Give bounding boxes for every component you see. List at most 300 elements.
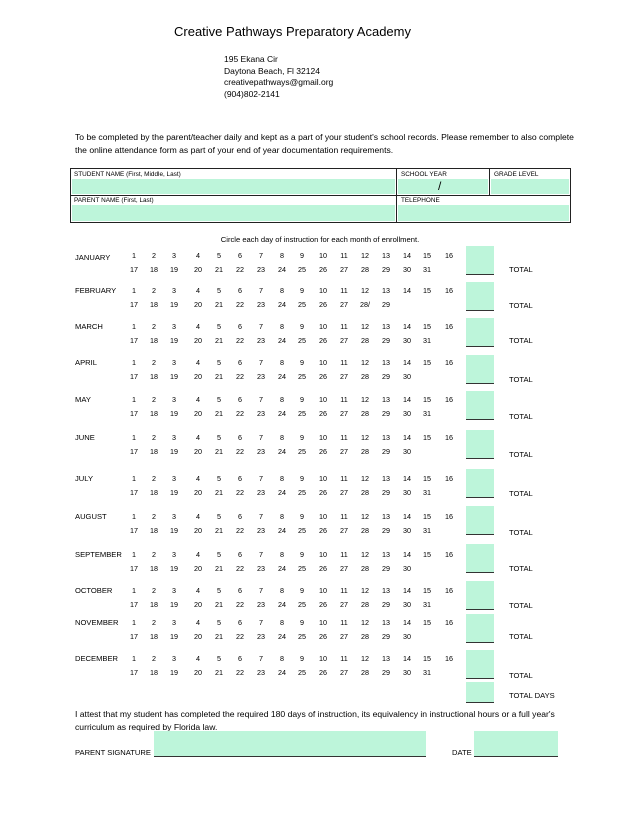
day-number[interactable]: 13 xyxy=(382,322,390,331)
day-number[interactable]: 14 xyxy=(403,358,411,367)
day-number[interactable]: 18 xyxy=(150,632,158,641)
day-number[interactable]: 6 xyxy=(238,433,242,442)
day-number[interactable]: 28 xyxy=(361,336,369,345)
day-number[interactable]: 3 xyxy=(172,251,176,260)
day-number[interactable]: 12 xyxy=(361,286,369,295)
day-number[interactable]: 30 xyxy=(403,526,411,535)
day-number[interactable]: 9 xyxy=(300,322,304,331)
day-number[interactable]: 27 xyxy=(340,632,348,641)
day-number[interactable]: 11 xyxy=(340,512,348,521)
day-number[interactable]: 21 xyxy=(215,372,223,381)
month-total-field[interactable] xyxy=(466,506,494,535)
day-number[interactable]: 25 xyxy=(298,668,306,677)
day-number[interactable]: 25 xyxy=(298,372,306,381)
day-number[interactable]: 20 xyxy=(194,265,202,274)
day-number[interactable]: 30 xyxy=(403,265,411,274)
day-number[interactable]: 8 xyxy=(280,395,284,404)
day-number[interactable]: 28 xyxy=(361,632,369,641)
day-number[interactable]: 26 xyxy=(319,668,327,677)
day-number[interactable]: 22 xyxy=(236,600,244,609)
day-number[interactable]: 22 xyxy=(236,526,244,535)
day-number[interactable]: 8 xyxy=(280,251,284,260)
day-number[interactable]: 16 xyxy=(445,586,453,595)
day-number[interactable]: 15 xyxy=(423,618,431,627)
day-number[interactable]: 28 xyxy=(361,447,369,456)
day-number[interactable]: 9 xyxy=(300,550,304,559)
day-number[interactable]: 20 xyxy=(194,300,202,309)
day-number[interactable]: 16 xyxy=(445,550,453,559)
day-number[interactable]: 27 xyxy=(340,265,348,274)
day-number[interactable]: 30 xyxy=(403,372,411,381)
day-number[interactable]: 30 xyxy=(403,632,411,641)
day-number[interactable]: 24 xyxy=(278,668,286,677)
day-number[interactable]: 29 xyxy=(382,265,390,274)
day-number[interactable]: 8 xyxy=(280,474,284,483)
day-number[interactable]: 11 xyxy=(340,251,348,260)
day-number[interactable]: 3 xyxy=(172,654,176,663)
day-number[interactable]: 4 xyxy=(196,512,200,521)
day-number[interactable]: 19 xyxy=(170,632,178,641)
day-number[interactable]: 16 xyxy=(445,286,453,295)
day-number[interactable]: 15 xyxy=(423,474,431,483)
day-number[interactable]: 3 xyxy=(172,358,176,367)
day-number[interactable]: 1 xyxy=(132,433,136,442)
day-number[interactable]: 18 xyxy=(150,336,158,345)
day-number[interactable]: 4 xyxy=(196,322,200,331)
day-number[interactable]: 20 xyxy=(194,632,202,641)
day-number[interactable]: 6 xyxy=(238,618,242,627)
day-number[interactable]: 28 xyxy=(361,372,369,381)
day-number[interactable]: 30 xyxy=(403,447,411,456)
day-number[interactable]: 1 xyxy=(132,474,136,483)
day-number[interactable]: 13 xyxy=(382,474,390,483)
day-number[interactable]: 15 xyxy=(423,433,431,442)
day-number[interactable]: 4 xyxy=(196,251,200,260)
day-number[interactable]: 26 xyxy=(319,372,327,381)
day-number[interactable]: 7 xyxy=(259,654,263,663)
day-number[interactable]: 13 xyxy=(382,512,390,521)
day-number[interactable]: 14 xyxy=(403,586,411,595)
day-number[interactable]: 2 xyxy=(152,550,156,559)
day-number[interactable]: 25 xyxy=(298,488,306,497)
day-number[interactable]: 18 xyxy=(150,300,158,309)
day-number[interactable]: 5 xyxy=(217,618,221,627)
day-number[interactable]: 29 xyxy=(382,409,390,418)
day-number[interactable]: 9 xyxy=(300,433,304,442)
day-number[interactable]: 31 xyxy=(423,600,431,609)
day-number[interactable]: 18 xyxy=(150,372,158,381)
day-number[interactable]: 3 xyxy=(172,550,176,559)
day-number[interactable]: 16 xyxy=(445,654,453,663)
month-total-field[interactable] xyxy=(466,391,494,420)
day-number[interactable]: 17 xyxy=(130,372,138,381)
day-number[interactable]: 14 xyxy=(403,251,411,260)
day-number[interactable]: 16 xyxy=(445,474,453,483)
day-number[interactable]: 25 xyxy=(298,300,306,309)
day-number[interactable]: 14 xyxy=(403,550,411,559)
day-number[interactable]: 19 xyxy=(170,372,178,381)
day-number[interactable]: 8 xyxy=(280,618,284,627)
day-number[interactable]: 9 xyxy=(300,286,304,295)
day-number[interactable]: 25 xyxy=(298,526,306,535)
day-number[interactable]: 3 xyxy=(172,618,176,627)
day-number[interactable]: 2 xyxy=(152,251,156,260)
day-number[interactable]: 9 xyxy=(300,474,304,483)
day-number[interactable]: 13 xyxy=(382,586,390,595)
day-number[interactable]: 23 xyxy=(257,526,265,535)
day-number[interactable]: 6 xyxy=(238,395,242,404)
day-number[interactable]: 29 xyxy=(382,488,390,497)
day-number[interactable]: 14 xyxy=(403,395,411,404)
day-number[interactable]: 12 xyxy=(361,512,369,521)
day-number[interactable]: 6 xyxy=(238,586,242,595)
day-number[interactable]: 28 xyxy=(361,526,369,535)
day-number[interactable]: 25 xyxy=(298,564,306,573)
day-number[interactable]: 25 xyxy=(298,447,306,456)
day-number[interactable]: 17 xyxy=(130,668,138,677)
day-number[interactable]: 30 xyxy=(403,564,411,573)
day-number[interactable]: 12 xyxy=(361,550,369,559)
day-number[interactable]: 28 xyxy=(361,265,369,274)
day-number[interactable]: 21 xyxy=(215,409,223,418)
day-number[interactable]: 30 xyxy=(403,488,411,497)
day-number[interactable]: 1 xyxy=(132,550,136,559)
day-number[interactable]: 9 xyxy=(300,512,304,521)
day-number[interactable]: 17 xyxy=(130,600,138,609)
day-number[interactable]: 11 xyxy=(340,286,348,295)
day-number[interactable]: 2 xyxy=(152,286,156,295)
day-number[interactable]: 11 xyxy=(340,618,348,627)
day-number[interactable]: 14 xyxy=(403,512,411,521)
day-number[interactable]: 11 xyxy=(340,550,348,559)
day-number[interactable]: 1 xyxy=(132,618,136,627)
month-total-field[interactable] xyxy=(466,430,494,459)
day-number[interactable]: 19 xyxy=(170,265,178,274)
day-number[interactable]: 26 xyxy=(319,265,327,274)
day-number[interactable]: 7 xyxy=(259,286,263,295)
day-number[interactable]: 26 xyxy=(319,526,327,535)
day-number[interactable]: 12 xyxy=(361,322,369,331)
day-number[interactable]: 15 xyxy=(423,251,431,260)
day-number[interactable]: 18 xyxy=(150,265,158,274)
day-number[interactable]: 24 xyxy=(278,600,286,609)
day-number[interactable]: 22 xyxy=(236,564,244,573)
day-number[interactable]: 6 xyxy=(238,550,242,559)
day-number[interactable]: 9 xyxy=(300,358,304,367)
day-number[interactable]: 21 xyxy=(215,668,223,677)
day-number[interactable]: 15 xyxy=(423,654,431,663)
day-number[interactable]: 11 xyxy=(340,358,348,367)
day-number[interactable]: 3 xyxy=(172,322,176,331)
day-number[interactable]: 23 xyxy=(257,447,265,456)
day-number[interactable]: 7 xyxy=(259,512,263,521)
day-number[interactable]: 17 xyxy=(130,488,138,497)
day-number[interactable]: 1 xyxy=(132,286,136,295)
month-total-field[interactable] xyxy=(466,614,494,643)
day-number[interactable]: 3 xyxy=(172,512,176,521)
day-number[interactable]: 4 xyxy=(196,474,200,483)
day-number[interactable]: 28 xyxy=(361,668,369,677)
day-number[interactable]: 12 xyxy=(361,474,369,483)
day-number[interactable]: 10 xyxy=(319,286,327,295)
day-number[interactable]: 23 xyxy=(257,336,265,345)
day-number[interactable]: 20 xyxy=(194,447,202,456)
day-number[interactable]: 19 xyxy=(170,447,178,456)
day-number[interactable]: 3 xyxy=(172,286,176,295)
day-number[interactable]: 18 xyxy=(150,526,158,535)
day-number[interactable]: 6 xyxy=(238,286,242,295)
day-number[interactable]: 5 xyxy=(217,654,221,663)
day-number[interactable]: 26 xyxy=(319,447,327,456)
day-number[interactable]: 3 xyxy=(172,395,176,404)
day-number[interactable]: 13 xyxy=(382,395,390,404)
day-number[interactable]: 27 xyxy=(340,668,348,677)
day-number[interactable]: 21 xyxy=(215,300,223,309)
day-number[interactable]: 23 xyxy=(257,668,265,677)
day-number[interactable]: 31 xyxy=(423,668,431,677)
day-number[interactable]: 15 xyxy=(423,358,431,367)
day-number[interactable]: 1 xyxy=(132,251,136,260)
day-number[interactable]: 28/ xyxy=(360,300,370,309)
day-number[interactable]: 13 xyxy=(382,654,390,663)
day-number[interactable]: 16 xyxy=(445,322,453,331)
day-number[interactable]: 22 xyxy=(236,372,244,381)
day-number[interactable]: 23 xyxy=(257,488,265,497)
day-number[interactable]: 27 xyxy=(340,372,348,381)
day-number[interactable]: 27 xyxy=(340,564,348,573)
day-number[interactable]: 11 xyxy=(340,395,348,404)
total-days-field[interactable] xyxy=(466,682,494,703)
day-number[interactable]: 27 xyxy=(340,526,348,535)
day-number[interactable]: 22 xyxy=(236,409,244,418)
day-number[interactable]: 29 xyxy=(382,447,390,456)
day-number[interactable]: 18 xyxy=(150,447,158,456)
day-number[interactable]: 19 xyxy=(170,336,178,345)
day-number[interactable]: 22 xyxy=(236,336,244,345)
day-number[interactable]: 13 xyxy=(382,550,390,559)
day-number[interactable]: 4 xyxy=(196,654,200,663)
day-number[interactable]: 17 xyxy=(130,300,138,309)
day-number[interactable]: 12 xyxy=(361,433,369,442)
day-number[interactable]: 16 xyxy=(445,433,453,442)
day-number[interactable]: 7 xyxy=(259,395,263,404)
day-number[interactable]: 20 xyxy=(194,668,202,677)
day-number[interactable]: 6 xyxy=(238,322,242,331)
day-number[interactable]: 10 xyxy=(319,586,327,595)
month-total-field[interactable] xyxy=(466,355,494,384)
day-number[interactable]: 27 xyxy=(340,488,348,497)
day-number[interactable]: 5 xyxy=(217,251,221,260)
day-number[interactable]: 8 xyxy=(280,322,284,331)
day-number[interactable]: 14 xyxy=(403,474,411,483)
day-number[interactable]: 20 xyxy=(194,600,202,609)
day-number[interactable]: 28 xyxy=(361,564,369,573)
day-number[interactable]: 5 xyxy=(217,322,221,331)
day-number[interactable]: 22 xyxy=(236,488,244,497)
day-number[interactable]: 26 xyxy=(319,488,327,497)
grade-level-field[interactable] xyxy=(491,179,569,194)
day-number[interactable]: 22 xyxy=(236,668,244,677)
day-number[interactable]: 12 xyxy=(361,654,369,663)
day-number[interactable]: 27 xyxy=(340,409,348,418)
day-number[interactable]: 17 xyxy=(130,409,138,418)
day-number[interactable]: 4 xyxy=(196,618,200,627)
day-number[interactable]: 2 xyxy=(152,358,156,367)
day-number[interactable]: 19 xyxy=(170,526,178,535)
day-number[interactable]: 26 xyxy=(319,409,327,418)
day-number[interactable]: 26 xyxy=(319,600,327,609)
day-number[interactable]: 27 xyxy=(340,300,348,309)
day-number[interactable]: 7 xyxy=(259,618,263,627)
day-number[interactable]: 4 xyxy=(196,358,200,367)
day-number[interactable]: 24 xyxy=(278,526,286,535)
day-number[interactable]: 23 xyxy=(257,632,265,641)
month-total-field[interactable] xyxy=(466,282,494,311)
day-number[interactable]: 2 xyxy=(152,433,156,442)
day-number[interactable]: 19 xyxy=(170,668,178,677)
day-number[interactable]: 8 xyxy=(280,550,284,559)
day-number[interactable]: 25 xyxy=(298,632,306,641)
day-number[interactable]: 31 xyxy=(423,265,431,274)
day-number[interactable]: 6 xyxy=(238,474,242,483)
telephone-field[interactable] xyxy=(398,205,569,221)
day-number[interactable]: 24 xyxy=(278,488,286,497)
day-number[interactable]: 30 xyxy=(403,409,411,418)
parent-name-field[interactable] xyxy=(72,205,395,221)
day-number[interactable]: 17 xyxy=(130,265,138,274)
day-number[interactable]: 22 xyxy=(236,265,244,274)
day-number[interactable]: 10 xyxy=(319,395,327,404)
day-number[interactable]: 15 xyxy=(423,286,431,295)
day-number[interactable]: 7 xyxy=(259,322,263,331)
day-number[interactable]: 8 xyxy=(280,358,284,367)
month-total-field[interactable] xyxy=(466,544,494,573)
day-number[interactable]: 10 xyxy=(319,433,327,442)
day-number[interactable]: 14 xyxy=(403,654,411,663)
day-number[interactable]: 9 xyxy=(300,251,304,260)
day-number[interactable]: 5 xyxy=(217,286,221,295)
day-number[interactable]: 10 xyxy=(319,358,327,367)
day-number[interactable]: 28 xyxy=(361,488,369,497)
date-field[interactable] xyxy=(474,731,558,757)
day-number[interactable]: 19 xyxy=(170,409,178,418)
day-number[interactable]: 4 xyxy=(196,433,200,442)
parent-signature-field[interactable] xyxy=(154,731,426,757)
day-number[interactable]: 7 xyxy=(259,586,263,595)
day-number[interactable]: 9 xyxy=(300,654,304,663)
day-number[interactable]: 27 xyxy=(340,336,348,345)
day-number[interactable]: 18 xyxy=(150,564,158,573)
day-number[interactable]: 29 xyxy=(382,372,390,381)
day-number[interactable]: 29 xyxy=(382,564,390,573)
day-number[interactable]: 8 xyxy=(280,433,284,442)
day-number[interactable]: 4 xyxy=(196,395,200,404)
day-number[interactable]: 29 xyxy=(382,526,390,535)
day-number[interactable]: 10 xyxy=(319,322,327,331)
day-number[interactable]: 7 xyxy=(259,358,263,367)
day-number[interactable]: 13 xyxy=(382,286,390,295)
day-number[interactable]: 25 xyxy=(298,265,306,274)
day-number[interactable]: 20 xyxy=(194,372,202,381)
day-number[interactable]: 15 xyxy=(423,512,431,521)
day-number[interactable]: 5 xyxy=(217,474,221,483)
day-number[interactable]: 16 xyxy=(445,395,453,404)
day-number[interactable]: 22 xyxy=(236,447,244,456)
day-number[interactable]: 24 xyxy=(278,265,286,274)
day-number[interactable]: 26 xyxy=(319,632,327,641)
day-number[interactable]: 13 xyxy=(382,358,390,367)
day-number[interactable]: 21 xyxy=(215,600,223,609)
day-number[interactable]: 7 xyxy=(259,550,263,559)
day-number[interactable]: 8 xyxy=(280,654,284,663)
day-number[interactable]: 30 xyxy=(403,336,411,345)
day-number[interactable]: 24 xyxy=(278,632,286,641)
day-number[interactable]: 24 xyxy=(278,336,286,345)
day-number[interactable]: 21 xyxy=(215,447,223,456)
day-number[interactable]: 18 xyxy=(150,409,158,418)
day-number[interactable]: 6 xyxy=(238,512,242,521)
day-number[interactable]: 17 xyxy=(130,564,138,573)
day-number[interactable]: 1 xyxy=(132,586,136,595)
day-number[interactable]: 14 xyxy=(403,433,411,442)
day-number[interactable]: 18 xyxy=(150,668,158,677)
day-number[interactable]: 10 xyxy=(319,512,327,521)
day-number[interactable]: 7 xyxy=(259,474,263,483)
day-number[interactable]: 2 xyxy=(152,474,156,483)
day-number[interactable]: 12 xyxy=(361,586,369,595)
day-number[interactable]: 26 xyxy=(319,300,327,309)
day-number[interactable]: 20 xyxy=(194,526,202,535)
month-total-field[interactable] xyxy=(466,650,494,679)
day-number[interactable]: 17 xyxy=(130,447,138,456)
day-number[interactable]: 24 xyxy=(278,564,286,573)
day-number[interactable]: 12 xyxy=(361,251,369,260)
day-number[interactable]: 21 xyxy=(215,265,223,274)
month-total-field[interactable] xyxy=(466,581,494,610)
day-number[interactable]: 24 xyxy=(278,447,286,456)
day-number[interactable]: 20 xyxy=(194,409,202,418)
day-number[interactable]: 5 xyxy=(217,433,221,442)
day-number[interactable]: 31 xyxy=(423,336,431,345)
day-number[interactable]: 16 xyxy=(445,618,453,627)
day-number[interactable]: 8 xyxy=(280,512,284,521)
day-number[interactable]: 15 xyxy=(423,550,431,559)
day-number[interactable]: 23 xyxy=(257,300,265,309)
day-number[interactable]: 26 xyxy=(319,564,327,573)
day-number[interactable]: 10 xyxy=(319,474,327,483)
day-number[interactable]: 20 xyxy=(194,488,202,497)
day-number[interactable]: 23 xyxy=(257,600,265,609)
day-number[interactable]: 2 xyxy=(152,654,156,663)
day-number[interactable]: 1 xyxy=(132,322,136,331)
day-number[interactable]: 10 xyxy=(319,618,327,627)
day-number[interactable]: 25 xyxy=(298,336,306,345)
day-number[interactable]: 21 xyxy=(215,488,223,497)
day-number[interactable]: 2 xyxy=(152,512,156,521)
day-number[interactable]: 10 xyxy=(319,251,327,260)
day-number[interactable]: 5 xyxy=(217,358,221,367)
day-number[interactable]: 2 xyxy=(152,395,156,404)
day-number[interactable]: 15 xyxy=(423,395,431,404)
day-number[interactable]: 29 xyxy=(382,300,390,309)
day-number[interactable]: 28 xyxy=(361,600,369,609)
day-number[interactable]: 20 xyxy=(194,564,202,573)
school-year-field[interactable] xyxy=(398,179,488,194)
day-number[interactable]: 2 xyxy=(152,322,156,331)
day-number[interactable]: 31 xyxy=(423,526,431,535)
day-number[interactable]: 14 xyxy=(403,618,411,627)
day-number[interactable]: 4 xyxy=(196,550,200,559)
